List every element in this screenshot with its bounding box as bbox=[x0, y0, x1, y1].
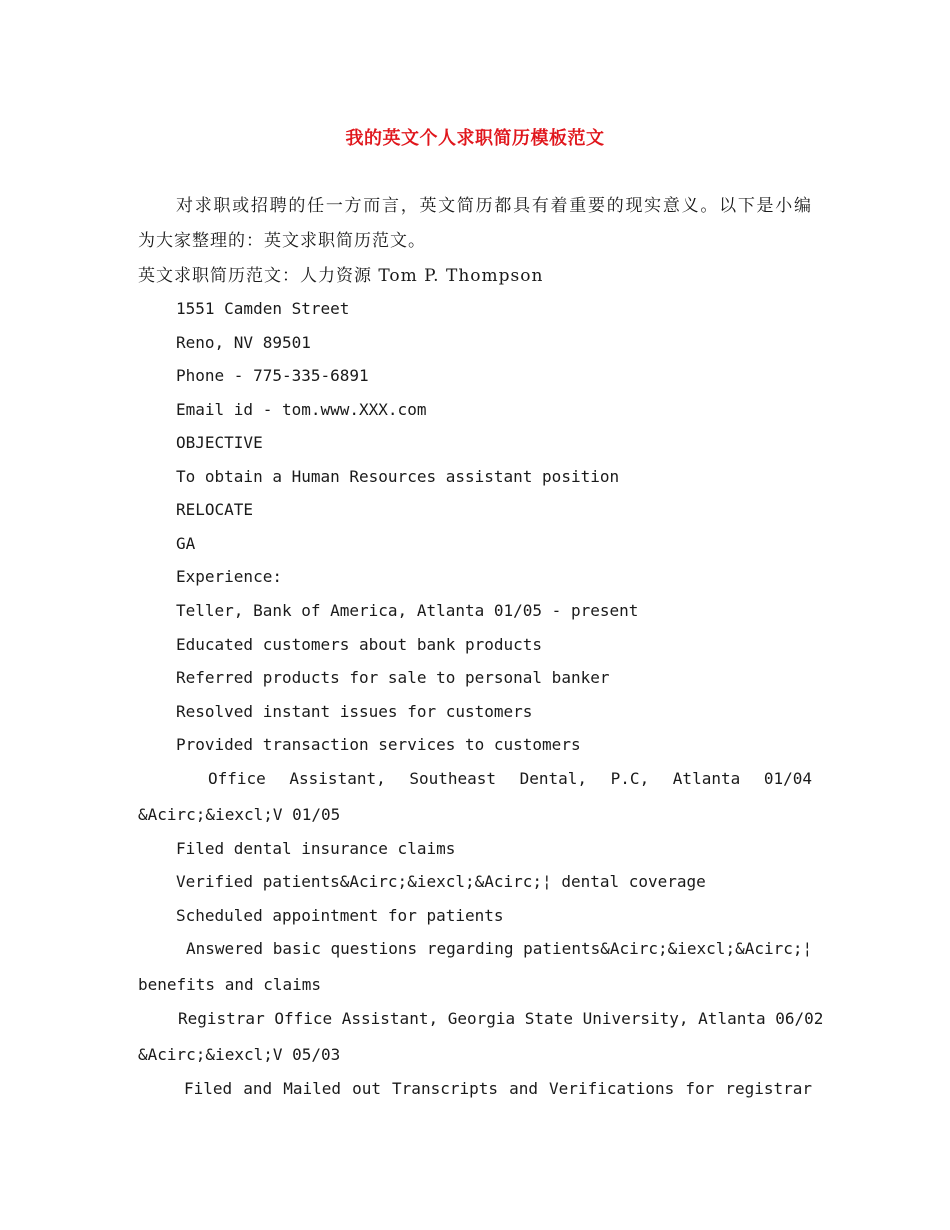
job2-item-last-line2: benefits and claims bbox=[138, 975, 322, 994]
section-heading: 英文求职简历范文：人力资源 Tom P. Thompson bbox=[138, 266, 544, 286]
document-title: 我的英文个人求职简历模板范文 bbox=[345, 128, 605, 149]
job2-item: Verified patients&Acirc;&iexcl;&Acirc;¦ dental coverage bbox=[176, 872, 706, 891]
objective-heading: OBJECTIVE bbox=[176, 433, 263, 452]
job2-title-line2: &Acirc;&iexcl;V 01/05 bbox=[138, 805, 341, 824]
job3-item: Filed and Mailed out Transcripts and Verifications for registrar bbox=[184, 1079, 812, 1098]
experience-heading: Experience: bbox=[176, 567, 282, 586]
intro-line-1: 对求职或招聘的任一方而言，英文简历都具有着重要的现实意义。以下是小编 bbox=[176, 196, 812, 216]
job3-title-line2: &Acirc;&iexcl;V 05/03 bbox=[138, 1045, 341, 1064]
job2-title-line1: Office Assistant, Southeast Dental, P.C, Atlanta 01/04 bbox=[208, 769, 812, 788]
address-street: 1551 Camden Street bbox=[176, 299, 350, 318]
job3-title-line1: Registrar Office Assistant, Georgia State University, Atlanta 06/02 bbox=[178, 1009, 824, 1028]
job1-item: Resolved instant issues for customers bbox=[176, 702, 533, 721]
job1-item: Referred products for sale to personal banker bbox=[176, 668, 610, 687]
job1-item: Provided transaction services to customers bbox=[176, 735, 581, 754]
job2-item-last-line1: Answered basic questions regarding patients&Acirc;&iexcl;&Acirc;¦ bbox=[186, 939, 813, 958]
job2-item: Filed dental insurance claims bbox=[176, 839, 456, 858]
email-line: Email id - tom.www.XXX.com bbox=[176, 400, 427, 419]
objective-text: To obtain a Human Resources assistant position bbox=[176, 467, 620, 486]
job2-item: Scheduled appointment for patients bbox=[176, 906, 504, 925]
phone-line: Phone - 775-335-6891 bbox=[176, 366, 369, 385]
relocate-heading: RELOCATE bbox=[176, 500, 254, 519]
job1-item: Educated customers about bank products bbox=[176, 635, 543, 654]
job1-title: Teller, Bank of America, Atlanta 01/05 - present bbox=[176, 601, 639, 620]
relocate-value: GA bbox=[176, 534, 196, 553]
address-city: Reno, NV 89501 bbox=[176, 333, 311, 352]
intro-line-2: 为大家整理的：英文求职简历范文。 bbox=[138, 231, 426, 251]
